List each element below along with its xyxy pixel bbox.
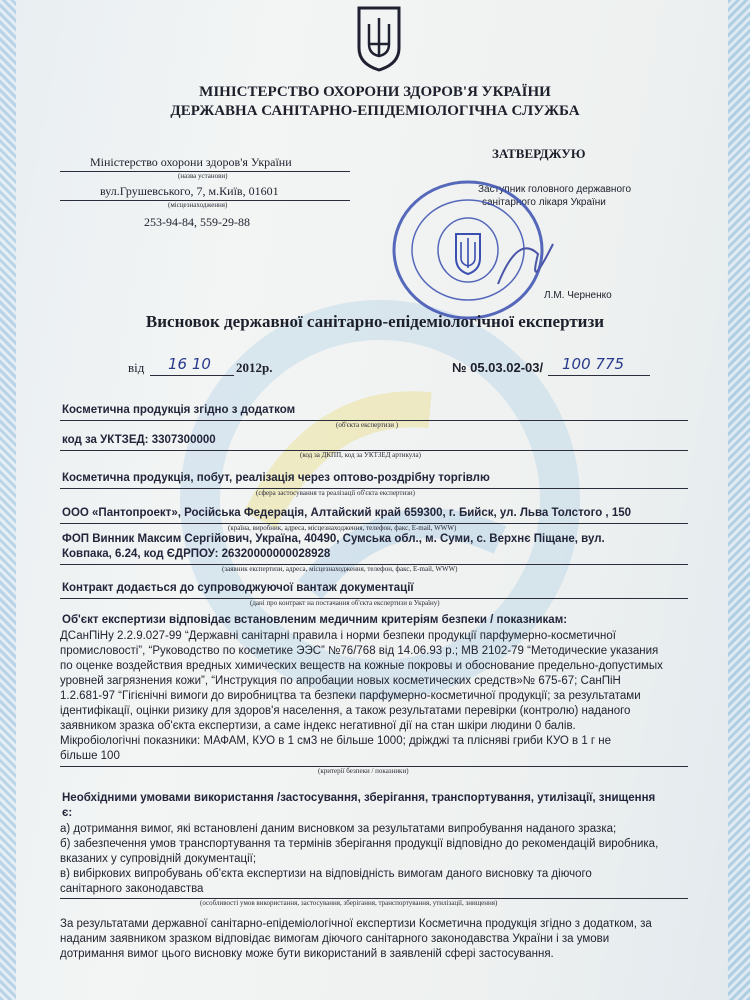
- field-scope-caption: (сфера застосування та реалізації об'єкта експертизи): [256, 489, 415, 497]
- approval-title: ЗАТВЕРДЖУЮ: [492, 146, 586, 161]
- official-stamp: [388, 174, 558, 324]
- criteria-line-3: по оценке воздействия вредных химических веществ на кожные покровы и обоснование предельно-допустимых: [60, 660, 663, 672]
- conditions-heading-line1: Необхідними умовами використання /застосування, зберігання, транспортування, утилізації, знищення: [62, 792, 656, 804]
- conditions-line-3: вказаних у супровідній документації;: [60, 853, 257, 865]
- criteria-line-6: ідентифікації, оцінки ризику для здоров'я населення, а також результатами перевірки (контролю) наданого: [60, 705, 631, 717]
- conclusion-line-3: дотримання вимог цього висновку може бути використаний в заявленій сфері застосування.: [60, 948, 554, 960]
- conditions-line-5: санітарного законодавства: [60, 883, 204, 895]
- right-security-border: [728, 0, 750, 1000]
- criteria-heading: Об'єкт експертизи відповідає встановленим медичним критеріям безпеки / показникам:: [62, 614, 568, 626]
- coat-of-arms-icon: [355, 4, 403, 72]
- field-code: код за УКТЗЕД: 3307300000: [62, 434, 216, 446]
- service-title: ДЕРЖАВНА САНІТАРНО-ЕПІДЕМІОЛОГІЧНА СЛУЖБА: [170, 103, 580, 119]
- criteria-line-8: Мікробіологічні показники: МАФАМ, КУО в 1 см3 не більше 1000; дріжджі та плісняві гриби КУО в 1 г не: [60, 735, 612, 747]
- criteria-line-2: промисловості”, “Руководство по косметике ЭЭС” №76/768 від 14.06.93 р.; МВ 2102-79 “Методические указания: [60, 645, 659, 657]
- criteria-line-5: 1.2.681-97 “Гігієнічні вимоги до виробництва та безпеки парфумерно-косметичної продукції; за результатами: [60, 690, 641, 702]
- approval-signer: Л.М. Черненко: [544, 290, 612, 301]
- ministry-title: МІНІСТЕРСТВО ОХОРОНИ ЗДОРОВ'Я УКРАЇНИ: [199, 84, 551, 100]
- institution-phones: 253-94-84, 559-29-88: [144, 215, 250, 229]
- field-object: Косметична продукція згідно з додатком: [62, 404, 296, 416]
- document-title: Висновок державної санітарно-епідеміологічної експертизи: [145, 312, 605, 331]
- field-contract-caption: (дані про контракт на постачання об'єкта експертизи в Україну): [250, 599, 440, 607]
- number-prefix: № 05.03.02-03/: [452, 360, 544, 375]
- institution-name: Міністерство охорони здоров'я України: [90, 155, 292, 169]
- conditions-heading-line2: є:: [62, 807, 73, 819]
- criteria-line-9: більше 100: [60, 750, 120, 762]
- conclusion-line-1: За результатами державної санітарно-епідеміологічної експертизи Косметична продукція згідно з додатком, за: [60, 918, 652, 930]
- field-scope: Косметична продукція, побут, реалізація через оптово-роздрібну торгівлю: [62, 472, 490, 484]
- conditions-line-4: в) вибіркових випробувань об'єкта експертизи на відповідність вимогам даного висновку та діючого: [60, 868, 592, 880]
- field-contract: Контракт додається до супроводжуючої вантаж документації: [62, 582, 414, 594]
- date-value: 16 10: [168, 355, 211, 373]
- number-value: 100 775: [562, 355, 625, 373]
- field-applicant: ФОП Винник Максим Сергійович, Україна, 40490, Сумська обл., м. Суми, с. Верхнє Піщане, вул.: [62, 533, 605, 545]
- criteria-caption: (критерії безпеки / показники): [318, 767, 409, 775]
- conditions-line-1: а) дотримання вимог, які встановлені даним висновком за результатами випробування наданого зразка;: [60, 823, 617, 835]
- criteria-line-1: ДСанПіНу 2.2.9.027-99 “Державні санітарні правила і норми безпеки продукції парфумерно-косметичної: [60, 630, 616, 642]
- approval-position-line2: санітарного лікаря України: [482, 197, 606, 208]
- field-manufacturer: ООО «Пантопроект», Російська Федерація, Алтайский край 659300, г. Бийск, ул. Льва Толстого , 150: [62, 507, 632, 519]
- field-object-caption: (об'єкта експертизи ): [336, 421, 399, 429]
- conclusion-line-2: наданим заявником зразком відповідає вимогам діючого санітарного законодавства України і за умови: [60, 933, 610, 945]
- criteria-line-7: заявником зразка об'єкта експертизи, а саме індекс негативної дії на стан шкіри людини 0 балів.: [60, 720, 576, 732]
- criteria-line-4: уровней загрязнения кожи”, “Инструкция по апробации новых косметических средств»№ 675-67; СанПіН: [60, 675, 621, 687]
- field-manufacturer-caption: (країна, виробник, адреса, місцезнаходження, телефон, факс, E-mail, WWW): [228, 524, 457, 532]
- conditions-caption: (особливості умов використання, застосування, зберігання, транспортування, утилізації, знищення): [200, 899, 498, 907]
- field-code-caption: (код за ДКПП, код за УКТЗЕД артикула): [300, 451, 421, 459]
- date-year: 2012р.: [236, 360, 273, 375]
- institution-name-caption: (назва установи): [178, 172, 228, 180]
- date-prefix: від: [128, 360, 145, 375]
- institution-address: вул.Грушевського, 7, м.Київ, 01601: [100, 184, 279, 198]
- approval-position-line1: Заступник головного державного: [478, 184, 632, 195]
- left-security-border: [0, 0, 16, 1000]
- conditions-line-2: б) забезпечення умов транспортування та термінів зберігання продукції відповідно до рекомендацій виробника,: [60, 838, 659, 850]
- institution-address-caption: (місцезнаходження): [168, 201, 228, 209]
- field-applicant-caption: (заявник експертизи, адреса, місцезнаходження, телефон, факс, E-mail, WWW): [222, 565, 458, 573]
- field-applicant-line2: Ковпака, 6.24, код ЄДРПОУ: 26320000000028928: [62, 548, 331, 560]
